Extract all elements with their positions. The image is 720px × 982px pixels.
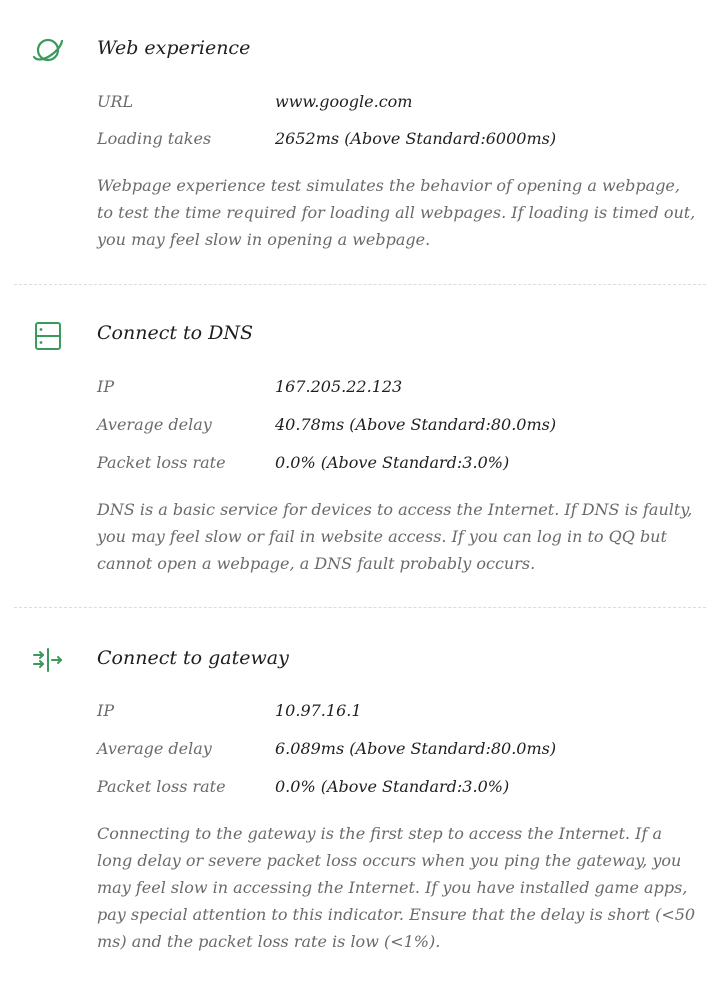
info-row-url — [97, 92, 697, 118]
row-value: www.google.com — [275, 92, 413, 111]
row-value: 10.97.16.1 — [275, 701, 362, 720]
info-row-average-delay — [97, 415, 697, 441]
section-title: Connect to gateway — [97, 647, 289, 669]
info-row-packet-loss — [97, 453, 697, 479]
row-label: Loading takes — [97, 129, 212, 148]
info-row-ip — [97, 377, 697, 403]
row-label: Packet loss rate — [97, 453, 226, 472]
info-row-average-delay — [97, 739, 697, 765]
row-value: 40.78ms (Above Standard:80.0ms) — [275, 415, 557, 434]
row-value: 0.0% (Above Standard:3.0%) — [275, 777, 510, 796]
info-row-packet-loss — [97, 777, 697, 803]
row-value: 167.205.22.123 — [275, 377, 403, 396]
section-description: Connecting to the gateway is the first step to access the Internet. If a long delay or severe packet loss occurs when you ping the gateway, you may feel slow in accessing the Internet. If you have installed game apps, pay special attention to this indicator. Ensure that the delay is short (<50 ms) and the packet loss rate is low (<1%). — [97, 824, 696, 951]
row-value: 0.0% (Above Standard:3.0%) — [275, 453, 510, 472]
row-label: IP — [97, 701, 115, 720]
planet-icon — [30, 32, 66, 68]
row-value: 2652ms (Above Standard:6000ms) — [275, 129, 557, 148]
section-divider — [14, 607, 706, 608]
row-label: Average delay — [97, 739, 212, 758]
server-icon — [30, 318, 66, 354]
row-label: Average delay — [97, 415, 212, 434]
gateway-arrows-icon — [30, 642, 66, 678]
section-divider — [14, 284, 706, 285]
section-title: Connect to DNS — [97, 322, 253, 344]
info-row-loading — [97, 129, 697, 155]
info-row-ip — [97, 701, 697, 727]
row-label: IP — [97, 377, 115, 396]
row-label: URL — [97, 92, 134, 111]
section-description: Webpage experience test simulates the behavior of opening a webpage, to test the time required for loading all webpages. If loading is timed out, you may feel slow in opening a webpage. — [97, 176, 696, 249]
section-description: DNS is a basic service for devices to access the Internet. If DNS is faulty, you may feel slow or fail in website access. If you can log in to QQ but cannot open a webpage, a DNS fault probably occurs. — [97, 500, 693, 573]
row-value: 6.089ms (Above Standard:80.0ms) — [275, 739, 557, 758]
row-label: Packet loss rate — [97, 777, 226, 796]
section-title: Web experience — [97, 37, 251, 59]
